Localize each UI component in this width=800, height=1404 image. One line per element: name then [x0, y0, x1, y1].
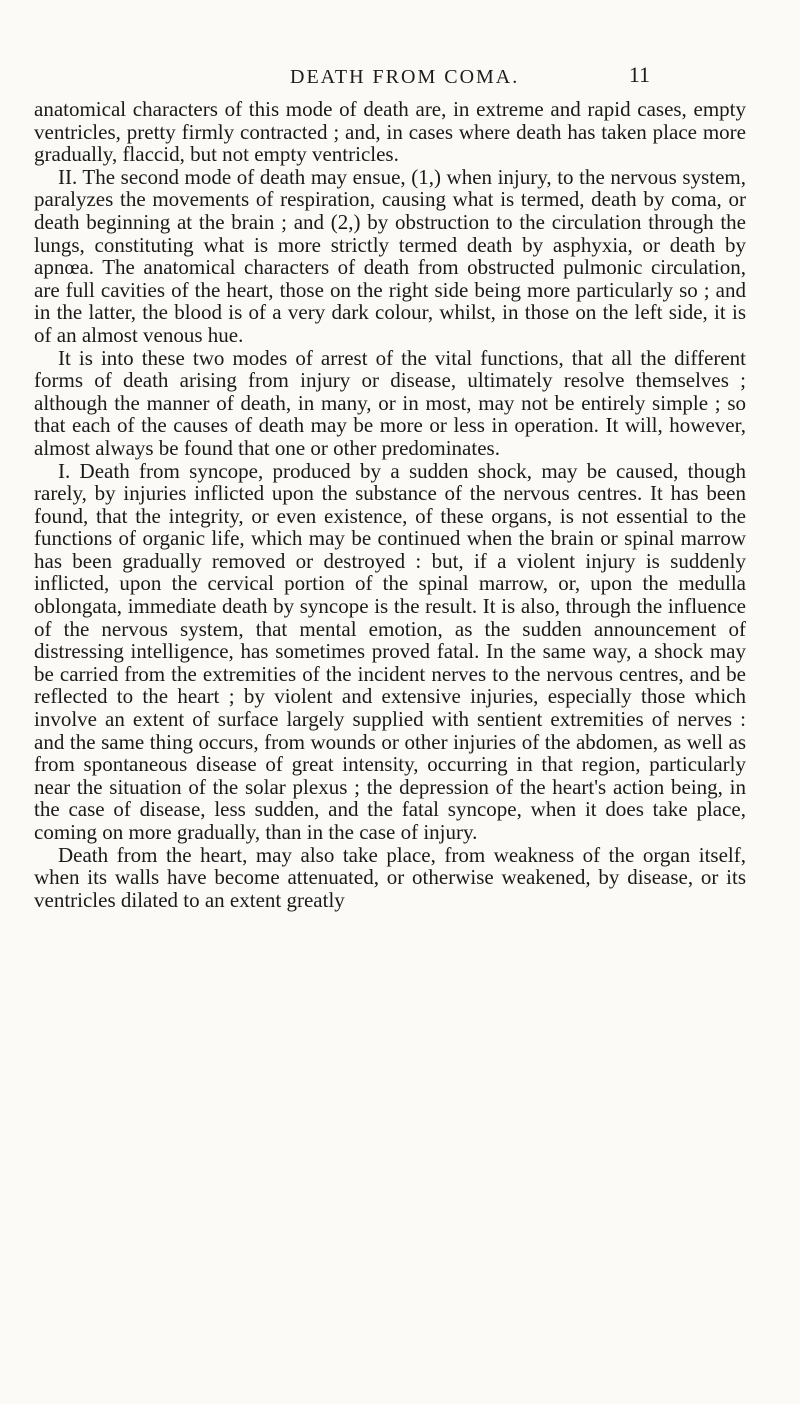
paragraph-second-mode: II. The second mode of death may ensue, (1,) when injury, to the nervous system, paralyzes the movements of respiration, causing what is termed, death by coma, or death beginning at the brain ; and (2,) by obstruction to the circulation through the lungs, constituting what is more strictly termed death by asphyxia, or death by apnœa. The anatomical characters of death from obstructed pulmonic circulation, are full cavities of the heart, those on the right side being more particularly so ; and in the latter, the blood is of a very dark colour, whilst, in those on the left side, it is of an almost venous hue. — [34, 164, 746, 347]
body-text — [34, 98, 746, 911]
paragraph-continuation: anatomical characters of this mode of death are, in extreme and rapid cases, empty ventricles, pretty firmly contracted ; and, in cases where death has taken place more gradually, flaccid, but not empty ventricles. — [34, 97, 746, 167]
paragraph-death-from-heart: Death from the heart, may also take place, from weakness of the organ itself, when its walls have become attenuated, or otherwise weakened, by disease, or its ventricles dilated to an extent greatly — [34, 842, 746, 912]
page-number: 11 — [628, 62, 650, 87]
running-title: DEATH FROM COMA. — [290, 66, 520, 88]
paragraph-modes-of-arrest: It is into these two modes of arrest of the vital functions, that all the different forms of death arising from injury or disease, ultimately resolve themselves ; although the manner of death, in many, or in most, may not be entirely simple ; so that each of the causes of death may be more or less in operation. It will, however, almost always be found that one or other predominates. — [34, 345, 746, 460]
running-head — [290, 62, 650, 92]
paragraph-death-from-syncope: I. Death from syncope, produced by a sudden shock, may be caused, though rarely, by injuries inflicted upon the substance of the nervous centres. It has been found, that the integrity, or even existence, of these organs, is not essential to the functions of organic life, which may be continued when the brain or spinal marrow has been gradually removed or destroyed : but, if a violent injury is suddenly inflicted, upon the cervical portion of the spinal marrow, or, upon the medulla oblongata, immediate death by syncope is the result. It is also, through the influence of the nervous system, that mental emotion, as the sudden announcement of distressing intelligence, has sometimes proved fatal. In the same way, a shock may be carried from the extremities of the incident nerves to the nervous centres, and be reflected to the heart ; by violent and extensive injuries, especially those which involve an extent of surface largely supplied with sentient extremities of nerves : and the same thing occurs, from wounds or other injuries of the abdomen, as well as from spontaneous disease of great intensity, occurring in that region, particularly near the situation of the solar plexus ; the depression of the heart's action being, in the case of disease, less sudden, and the fatal syncope, when it does take place, coming on more gradually, than in the case of injury. — [34, 458, 746, 844]
